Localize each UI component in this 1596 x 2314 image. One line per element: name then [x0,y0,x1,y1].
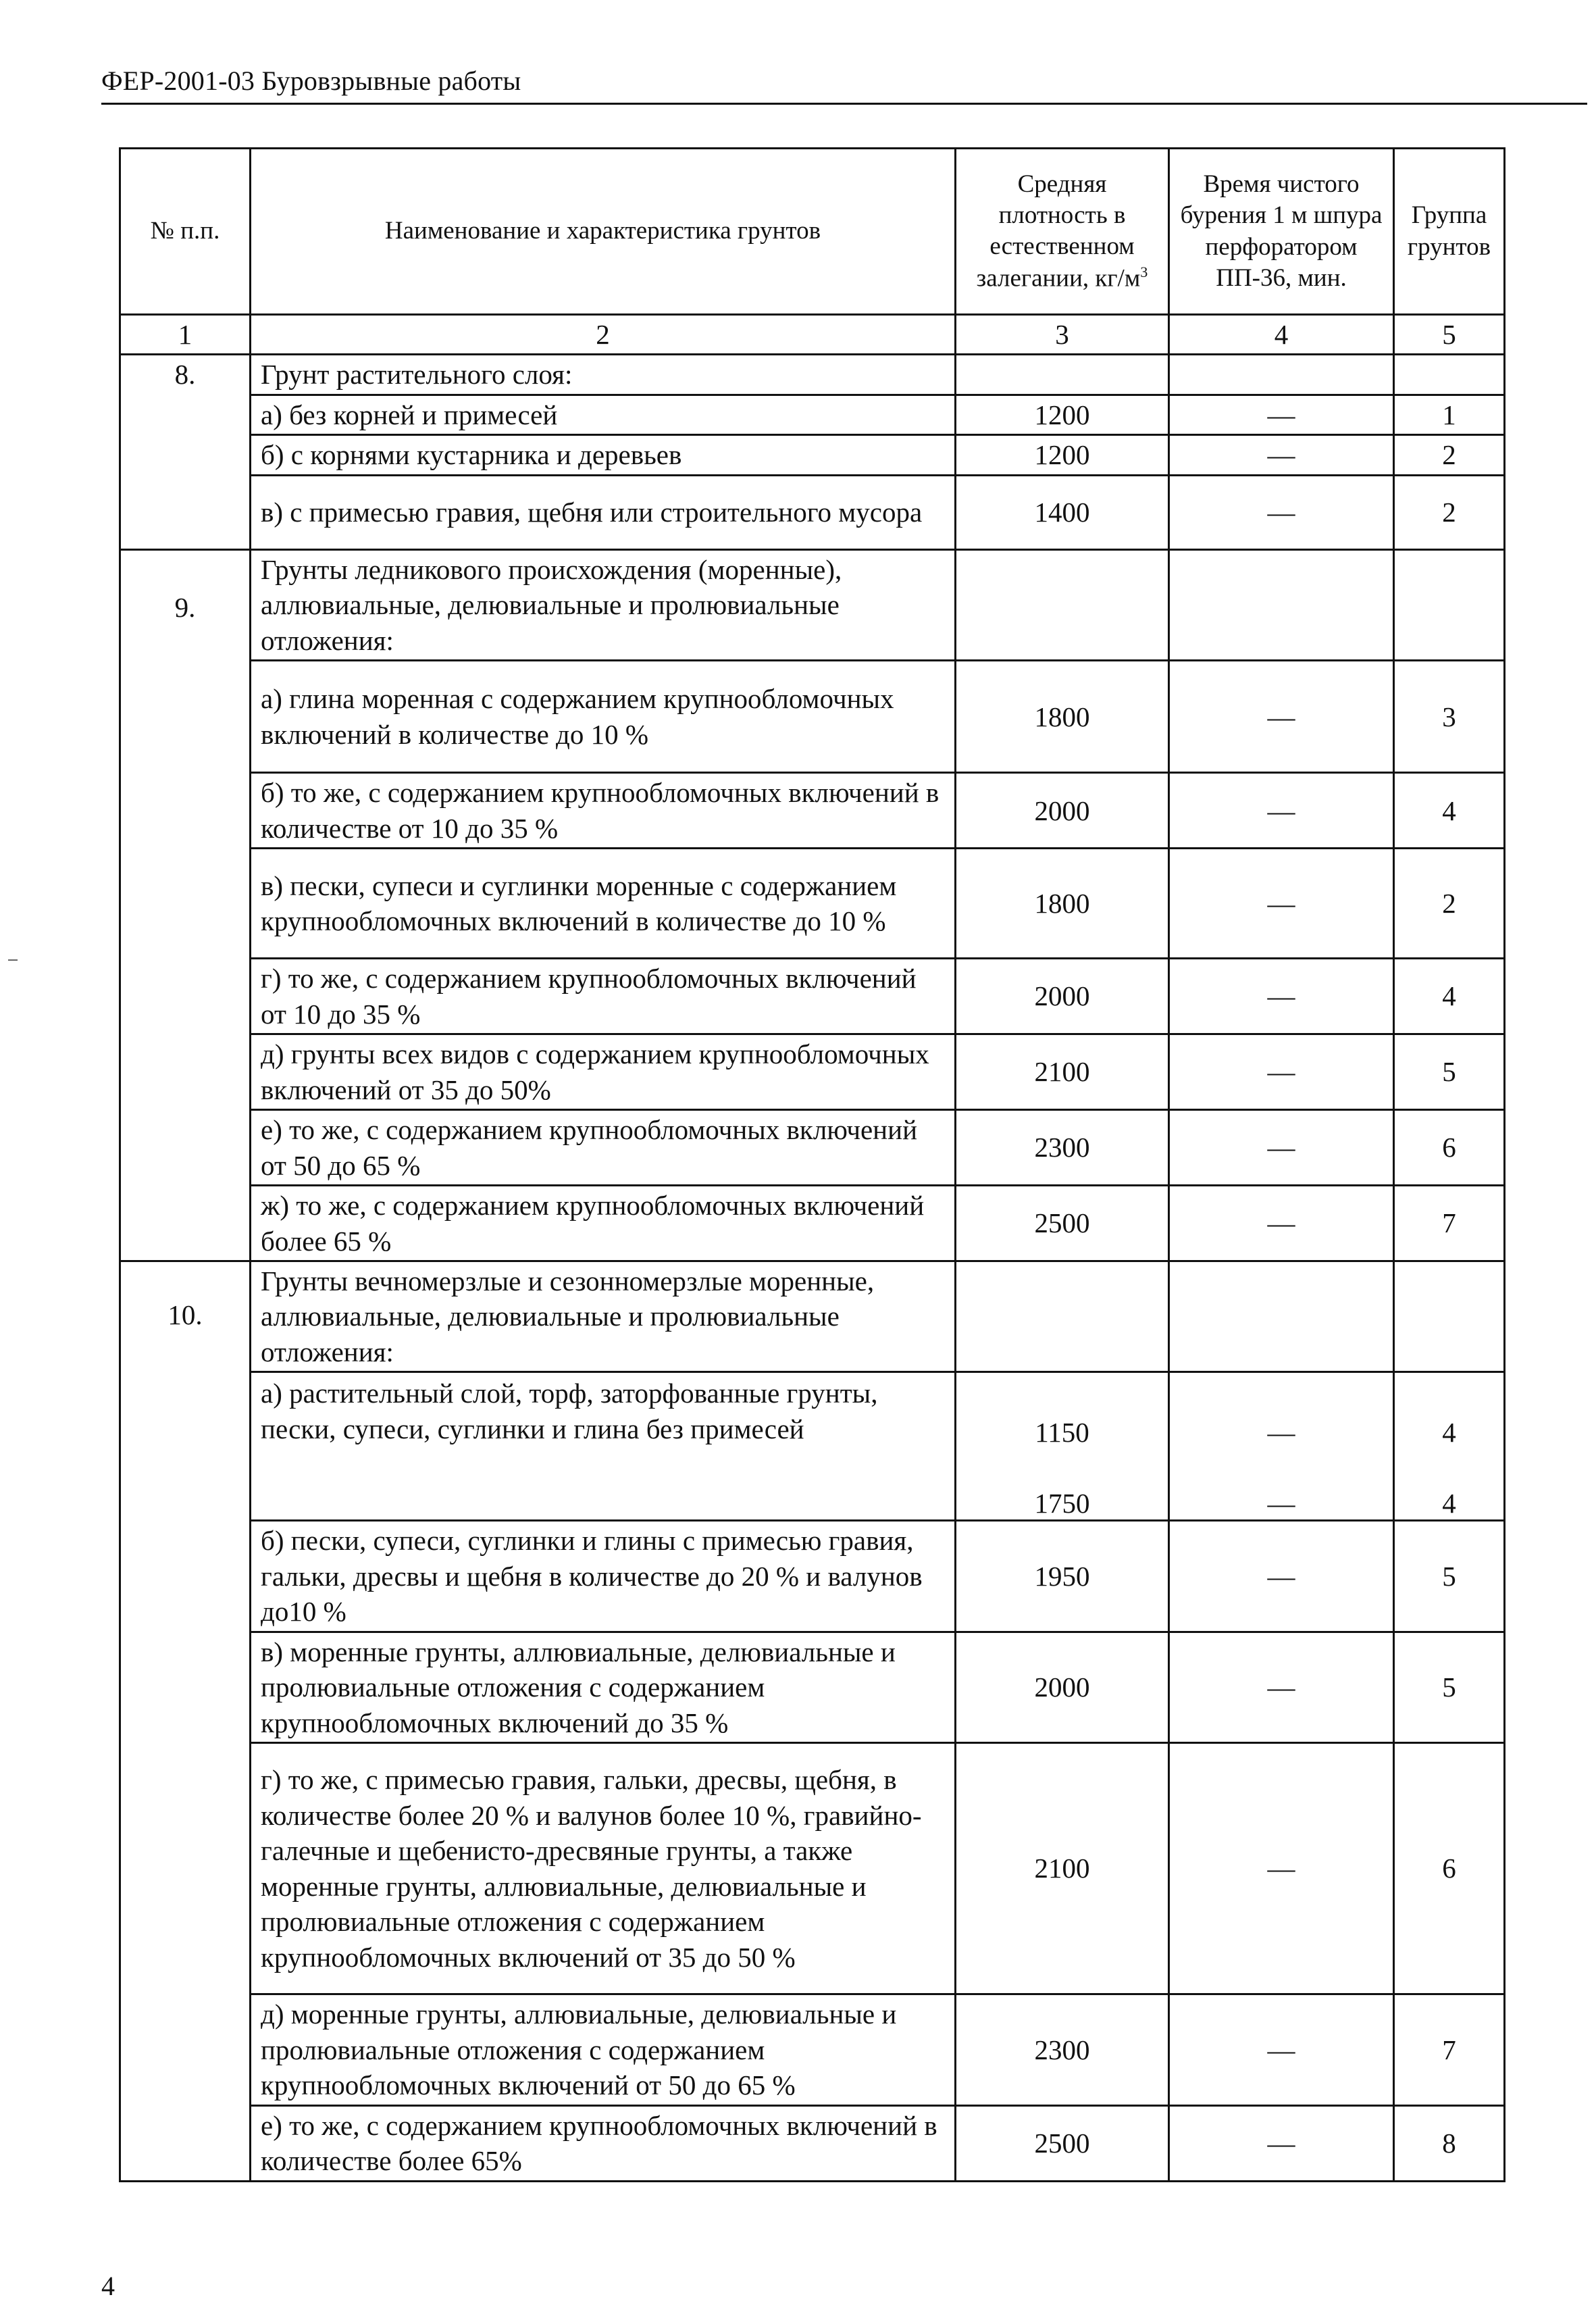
density-value: 2500 [956,2105,1169,2181]
table-row [120,1521,1505,1632]
soil-name: а) растительный слой, торф, заторфованные грунты, пески, супеси, суглинки и глина без примесей [251,1372,956,1521]
section-number: 10. [120,1261,251,2181]
group-value: 8 [1394,2105,1505,2181]
table-row [120,395,1505,434]
group-value: 4 [1394,773,1505,849]
group-value: 7 [1394,1994,1505,2105]
column-number: 3 [956,315,1169,355]
soil-name: а) без корней и примесей [251,395,956,434]
soil-name: в) с примесью гравия, щебня или строительного мусора [251,475,956,549]
drill-time-value: — [1169,959,1394,1034]
table-row [120,661,1505,773]
group-value: 6 [1394,1743,1505,1994]
soil-name: ж) то же, с содержанием крупнообломочных включений более 65 % [251,1186,956,1261]
drill-time-value: — [1169,1632,1394,1742]
header-rule [101,103,1587,105]
column-number: 2 [251,315,956,355]
group-value: 5 [1394,1521,1505,1632]
density-value: 2000 [956,1632,1169,1742]
table-row [120,1743,1505,1994]
soil-name: д) моренные грунты, аллювиальные, делювиальные и пролювиальные отложения с содержанием крупнообломочных включений от 50 до 65 % [251,1994,956,2105]
running-head: ФЕР-2001-03 Буровзрывные работы [101,66,521,96]
header-density [956,149,1169,315]
header-drill-time: Время чистого бурения 1 м шпура перфоратором ПП-36, мин. [1169,149,1394,315]
drill-time-value: — [1169,1186,1394,1261]
section-number: 8. [120,355,251,549]
header-density-sup: 3 [1140,263,1148,280]
density-value: 2100 [956,1034,1169,1110]
soil-name: б) то же, с содержанием крупнообломочных включений в количестве от 10 до 35 % [251,773,956,849]
table-row [120,1034,1505,1110]
table-row [120,849,1505,959]
density-value: 2500 [956,1186,1169,1261]
density-value: 1400 [956,475,1169,549]
section-row [120,549,1505,660]
page-number: 4 [101,2271,115,2301]
column-number: 5 [1394,315,1505,355]
table-row [120,959,1505,1034]
drill-time-cell [1169,1372,1394,1521]
header-density-text: Средняя плотность в естественном залегании, кг/м [976,170,1141,292]
group-value: 7 [1394,1186,1505,1261]
drill-time-value: — [1169,435,1394,475]
table-row [120,1632,1505,1742]
column-number: 4 [1169,315,1394,355]
soil-name: е) то же, с содержанием крупнообломочных включений от 50 до 65 % [251,1110,956,1186]
header-name: Наименование и характеристика грунтов [251,149,956,315]
drill-time-value: — [1169,1110,1394,1186]
drill-time-value: — [1169,395,1394,434]
density-value: 2000 [956,959,1169,1034]
group-value-secondary: 4 [1442,1487,1456,1519]
soil-name: б) пески, супеси, суглинки и глины с примесью гравия, гальки, дресвы и щебня в количестве до 20 % и валунов до10 % [251,1521,956,1632]
soil-name: д) грунты всех видов с содержанием крупнообломочных включений от 35 до 50% [251,1034,956,1110]
drill-time-value: — [1169,849,1394,959]
table-row [120,1994,1505,2105]
drill-time-value: — [1169,475,1394,549]
table-row [120,475,1505,549]
section-number: 9. [120,549,251,1261]
section-title: Грунты вечномерзлые и сезонномерзлые моренные, аллювиальные, делювиальные и пролювиальные отложения: [251,1261,956,1372]
soil-name: е) то же, с содержанием крупнообломочных включений в количестве более 65% [251,2105,956,2181]
section-row [120,1261,1505,1372]
group-value: 2 [1394,435,1505,475]
drill-time-value-secondary: — [1267,1487,1295,1519]
table-row [120,435,1505,475]
column-number: 1 [120,315,251,355]
column-number-row [120,315,1505,355]
soil-name: г) то же, с примесью гравия, гальки, дресвы, щебня, в количестве более 20 % и валунов более 10 %, гравийно-галечные и щебенисто-дресвяные грунты, а также моренные грунты, аллювиальные, делювиальные и пролювиальные отложения с содержанием крупнообломочных включений от 35 до 50 % [251,1743,956,1994]
section-title: Грунт растительного слоя: [251,355,956,395]
header-num: № п.п. [120,149,251,315]
density-value-secondary: 1750 [1034,1487,1090,1519]
section-row [120,355,1505,395]
table-row [120,2105,1505,2181]
group-value: 5 [1394,1632,1505,1742]
density-value: 2100 [956,1743,1169,1994]
header-group: Группа грунтов [1394,149,1505,315]
table-row [120,1110,1505,1186]
group-value: 4 [1442,1417,1456,1449]
density-value: 2300 [956,1994,1169,2105]
table-row [120,1186,1505,1261]
group-value: 6 [1394,1110,1505,1186]
group-value: 4 [1394,959,1505,1034]
group-value: 5 [1394,1034,1505,1110]
section-title: Грунты ледникового происхождения (моренные), аллювиальные, делювиальные и пролювиальные отложения: [251,549,956,660]
group-value: 2 [1394,475,1505,549]
drill-time-value: — [1169,2105,1394,2181]
drill-time-value: — [1169,1743,1394,1994]
density-value: 2300 [956,1110,1169,1186]
density-value: 1200 [956,435,1169,475]
group-value: 1 [1394,395,1505,434]
density-cell [956,1372,1169,1521]
group-value: 3 [1394,661,1505,773]
drill-time-value: — [1169,661,1394,773]
drill-time-value: — [1169,1994,1394,2105]
drill-time-value: — [1169,1521,1394,1632]
header-row [120,149,1505,315]
soil-name: в) моренные грунты, аллювиальные, делювиальные и пролювиальные отложения с содержанием крупнообломочных включений до 35 % [251,1632,956,1742]
margin-tick [8,959,18,961]
group-value: 2 [1394,849,1505,959]
group-cell [1394,1372,1505,1521]
density-value: 1150 [1035,1417,1089,1449]
soil-name: г) то же, с содержанием крупнообломочных включений от 10 до 35 % [251,959,956,1034]
density-value: 1800 [956,661,1169,773]
soil-name: а) глина моренная с содержанием крупнообломочных включений в количестве до 10 % [251,661,956,773]
drill-time-value: — [1169,1034,1394,1110]
drill-time-value: — [1267,1417,1295,1449]
density-value: 1800 [956,849,1169,959]
soil-name: в) пески, супеси и суглинки моренные с содержанием крупнообломочных включений в количестве до 10 % [251,849,956,959]
density-value: 1200 [956,395,1169,434]
soil-name: б) с корнями кустарника и деревьев [251,435,956,475]
soil-table [119,147,1505,2182]
density-value: 2000 [956,773,1169,849]
table-row [120,773,1505,849]
density-value: 1950 [956,1521,1169,1632]
drill-time-value: — [1169,773,1394,849]
table-row [120,1372,1505,1521]
